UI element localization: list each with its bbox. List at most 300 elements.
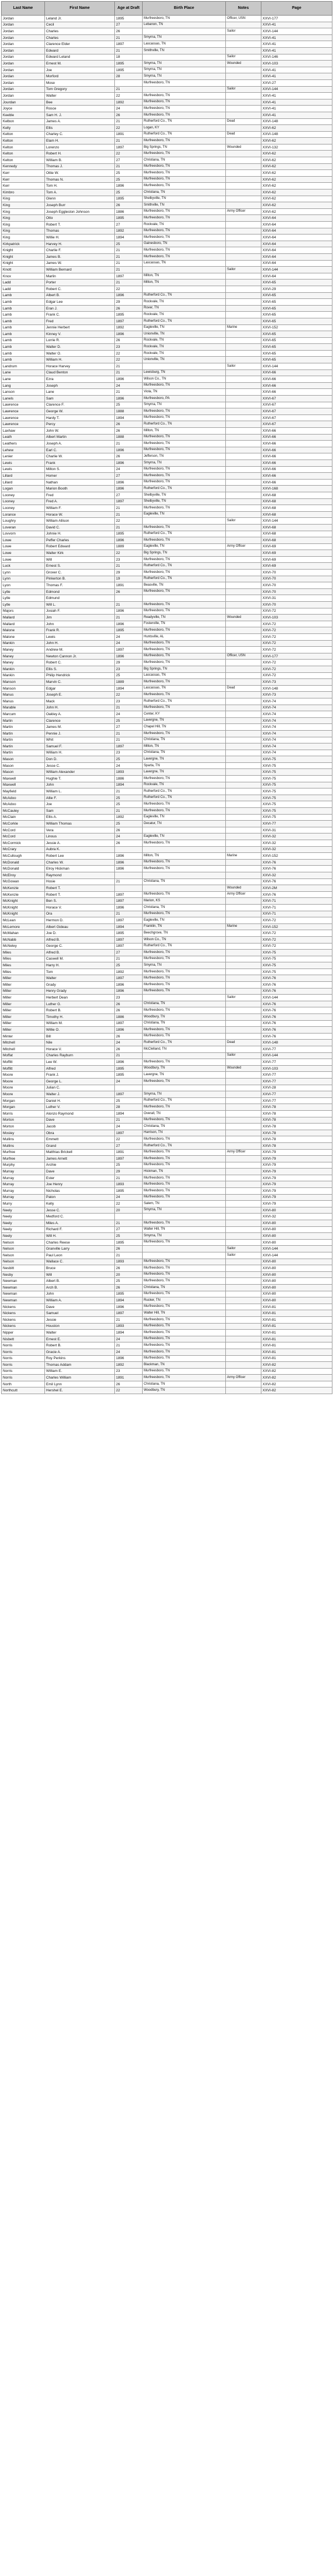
table-row xyxy=(2,582,332,589)
table-row xyxy=(2,1175,332,1181)
notes-cell xyxy=(226,982,261,989)
first-name-cell: William F. xyxy=(45,505,115,512)
last-name-cell: Morton xyxy=(2,1117,45,1124)
notes-cell xyxy=(226,479,261,486)
first-name-cell: Lorenzo xyxy=(45,144,115,151)
birth-place-cell: Sparta, TN xyxy=(143,762,226,769)
table-row xyxy=(2,479,332,486)
table-row xyxy=(2,1304,332,1310)
notes-cell xyxy=(226,1072,261,1079)
first-name-cell: Robert Lee xyxy=(45,853,115,860)
table-row xyxy=(2,1214,332,1220)
birth-place-cell xyxy=(143,1214,226,1220)
first-name-cell: John xyxy=(45,782,115,788)
last-name-cell: Manus xyxy=(2,692,45,698)
age-cell: 1896 xyxy=(115,460,143,466)
table-row xyxy=(2,943,332,950)
age-cell: 1896 xyxy=(115,479,143,486)
table-row xyxy=(2,950,332,956)
first-name-cell: Ester xyxy=(45,1175,115,1181)
table-row xyxy=(2,389,332,396)
notes-cell xyxy=(226,640,261,647)
first-name-cell: Ottie W. xyxy=(45,170,115,177)
table-row xyxy=(2,241,332,247)
notes-cell xyxy=(226,357,261,363)
age-cell: 1896 xyxy=(115,859,143,866)
last-name-cell: Mallard xyxy=(2,621,45,627)
table-row xyxy=(2,840,332,847)
age-cell: 21 xyxy=(115,737,143,743)
table-row xyxy=(2,350,332,357)
birth-place-cell: Murfreesboro, TN xyxy=(143,1033,226,1040)
notes-cell xyxy=(226,898,261,905)
last-name-cell: Lytle xyxy=(2,595,45,602)
page-cell: XXVI-72 xyxy=(261,930,332,937)
page-cell: XXVI-168 xyxy=(261,486,332,492)
table-row xyxy=(2,498,332,505)
first-name-cell: Joseph E. xyxy=(45,692,115,698)
birth-place-cell: Rockvale, TN xyxy=(143,299,226,306)
notes-cell xyxy=(226,1297,261,1304)
age-cell: 26 xyxy=(115,1033,143,1040)
last-name-cell: Kelton xyxy=(2,144,45,151)
first-name-cell: Charles Rayburn xyxy=(45,1052,115,1059)
birth-place-cell: Shelbyville, TN xyxy=(143,196,226,202)
birth-place-cell: Christiana, TN xyxy=(143,737,226,743)
birth-place-cell: Lascassas, TN xyxy=(143,672,226,679)
last-name-cell: McAdoo xyxy=(2,801,45,808)
birth-place-cell: Murfreesboro, TN xyxy=(143,1291,226,1297)
last-name-cell: Jordan xyxy=(2,47,45,54)
birth-place-cell: Murfreesboro, TN xyxy=(143,16,226,22)
notes-cell: Sailor xyxy=(226,28,261,35)
birth-place-cell: Murfreesboro, TN xyxy=(143,382,226,389)
birth-place-cell: Murfreesboro, TN xyxy=(143,79,226,86)
last-name-cell: Newman xyxy=(2,1284,45,1291)
birth-place-cell: Rutherford Co., TN xyxy=(143,421,226,428)
notes-cell xyxy=(226,1136,261,1143)
notes-cell xyxy=(226,1162,261,1169)
last-name-cell: Leathers xyxy=(2,441,45,447)
table-row xyxy=(2,1014,332,1021)
last-name-cell: Marable xyxy=(2,705,45,711)
birth-place-cell: Murfreesboro, TN xyxy=(143,866,226,872)
notes-cell xyxy=(226,1291,261,1297)
notes-cell xyxy=(226,537,261,544)
page-cell: XXVI-68 xyxy=(261,537,332,544)
table-row xyxy=(2,183,332,189)
last-name-cell: Jordan xyxy=(2,16,45,22)
birth-place-cell: Murfreesboro, TN xyxy=(143,1355,226,1362)
first-name-cell: William Bernard xyxy=(45,267,115,273)
birth-place-cell: Murfreesboro, TN xyxy=(143,1375,226,1381)
first-name-cell: Jim xyxy=(45,615,115,621)
age-cell: 20 xyxy=(115,1271,143,1278)
birth-place-cell: Murfreesboro, TN xyxy=(143,1156,226,1162)
page-cell: XXVI-77 xyxy=(261,1072,332,1079)
first-name-cell: Charles xyxy=(45,28,115,35)
first-name-cell: Thomas F. xyxy=(45,582,115,589)
notes-cell xyxy=(226,273,261,279)
page-cell: XXVI-41 xyxy=(261,34,332,41)
page-cell: XXVI-81 xyxy=(261,1336,332,1342)
last-name-cell: Ladd xyxy=(2,279,45,286)
page-cell: XXVI-41 xyxy=(261,73,332,80)
first-name-cell: Robert T. xyxy=(45,891,115,898)
page-cell: XXVI-72 xyxy=(261,943,332,950)
birth-place-cell: Murfreesboro, TN xyxy=(143,608,226,615)
page-cell: XXVI-75 xyxy=(261,756,332,763)
first-name-cell: Lee W. xyxy=(45,1059,115,1066)
page-cell: XXVI-77 xyxy=(261,1097,332,1104)
birth-place-cell: Murfreesboro, TN xyxy=(143,228,226,234)
last-name-cell: Martin xyxy=(2,730,45,737)
notes-cell: Army Officer xyxy=(226,1149,261,1156)
page-cell: XXVI-82 xyxy=(261,1387,332,1394)
last-name-cell: Lang xyxy=(2,382,45,389)
table-row xyxy=(2,602,332,608)
page-cell: XXVI-76 xyxy=(261,866,332,872)
table-row xyxy=(2,911,332,917)
table-row xyxy=(2,556,332,563)
birth-place-cell: Rutherford Co., TN xyxy=(143,1097,226,1104)
table-row xyxy=(2,54,332,61)
first-name-cell: Kinney V. xyxy=(45,331,115,338)
birth-place-cell: Murfreesboro, TN xyxy=(143,183,226,189)
table-row xyxy=(2,196,332,202)
first-name-cell: Tom H. xyxy=(45,183,115,189)
birth-place-cell: Smyrna, TN xyxy=(143,67,226,73)
last-name-cell: McDonald xyxy=(2,859,45,866)
first-name-cell: Albert Martin xyxy=(45,434,115,441)
age-cell: 1896 xyxy=(115,183,143,189)
first-name-cell: Roy Perkins xyxy=(45,1355,115,1362)
page-cell: XXVI-81 xyxy=(261,1355,332,1362)
notes-cell xyxy=(226,202,261,209)
first-name-cell: Alfred B. xyxy=(45,950,115,956)
age-cell: 22 xyxy=(115,1387,143,1394)
age-cell xyxy=(115,1085,143,1091)
table-row xyxy=(2,363,332,370)
birth-place-cell: Murfreesboro, TN xyxy=(143,1149,226,1156)
birth-place-cell: Eagleville, TN xyxy=(143,543,226,550)
table-row xyxy=(2,1362,332,1369)
first-name-cell: Horace W. xyxy=(45,511,115,518)
last-name-cell: Logan xyxy=(2,486,45,492)
age-cell: 1897 xyxy=(115,144,143,151)
first-name-cell: Timothy H. xyxy=(45,1014,115,1021)
first-name-cell: Oakley A. xyxy=(45,711,115,718)
notes-cell xyxy=(226,350,261,357)
notes-cell: Sailor xyxy=(226,518,261,525)
notes-cell xyxy=(226,402,261,408)
age-cell: 1896 xyxy=(115,982,143,989)
table-row xyxy=(2,588,332,595)
age-cell: 21 xyxy=(115,730,143,737)
last-name-cell: Kelbon xyxy=(2,118,45,125)
notes-cell xyxy=(226,1330,261,1336)
notes-cell xyxy=(226,67,261,73)
first-name-cell: Alonzo Raymond xyxy=(45,1110,115,1117)
page-cell: XXVI-65 xyxy=(261,350,332,357)
birth-place-cell: Walter Hill, TN xyxy=(143,1310,226,1317)
notes-cell xyxy=(226,840,261,847)
age-cell: 24 xyxy=(115,1194,143,1201)
last-name-cell: Lenier xyxy=(2,453,45,460)
last-name-cell: McCord xyxy=(2,827,45,833)
last-name-cell: Kelton xyxy=(2,138,45,144)
page-cell: XXVI-76 xyxy=(261,891,332,898)
table-row xyxy=(2,563,332,570)
last-name-cell: Lillard xyxy=(2,473,45,480)
first-name-cell: Jesse C. xyxy=(45,1207,115,1214)
birth-place-cell: Murfreesboro, TN xyxy=(143,234,226,241)
first-name-cell: Frank R. xyxy=(45,627,115,634)
last-name-cell: Nelson xyxy=(2,1239,45,1246)
age-cell: 1897 xyxy=(115,891,143,898)
first-name-cell: Joseph Burr xyxy=(45,202,115,209)
notes-cell xyxy=(226,189,261,196)
page-cell: XXVI-65 xyxy=(261,292,332,299)
header-notes: Notes xyxy=(226,2,261,16)
first-name-cell: Willie H. xyxy=(45,234,115,241)
page-cell: XXVI-76 xyxy=(261,982,332,989)
page-cell: XXVI-177 xyxy=(261,16,332,22)
age-cell: 24 xyxy=(115,466,143,473)
table-row xyxy=(2,923,332,930)
age-cell: 22 xyxy=(115,125,143,132)
birth-place-cell: Murfreesboro, TN xyxy=(143,447,226,453)
birth-place-cell: Murfreesboro, TN xyxy=(143,1323,226,1330)
first-name-cell: Ben S. xyxy=(45,898,115,905)
page-cell: XXVI-71 xyxy=(261,898,332,905)
notes-cell xyxy=(226,1091,261,1098)
first-name-cell: Joseph Eggleston Johnson xyxy=(45,208,115,215)
page-cell: XXVI-144 xyxy=(261,995,332,1001)
last-name-cell: Murphy xyxy=(2,1162,45,1169)
page-cell: XXVI-75 xyxy=(261,788,332,795)
last-name-cell: Lamb xyxy=(2,350,45,357)
first-name-cell: Granville Larry xyxy=(45,1246,115,1252)
page-cell: XXVI-177 xyxy=(261,653,332,660)
age-cell: 25 xyxy=(115,1097,143,1104)
page-cell: XXVI-41 xyxy=(261,47,332,54)
first-name-cell: Sam xyxy=(45,808,115,815)
page-cell: XXVI-79 xyxy=(261,1201,332,1207)
birth-place-cell: Overall, TN xyxy=(143,1110,226,1117)
table-row xyxy=(2,982,332,989)
age-cell: 27 xyxy=(115,1142,143,1149)
table-row xyxy=(2,267,332,273)
last-name-cell: Nelson xyxy=(2,1259,45,1265)
age-cell: 21 xyxy=(115,1316,143,1323)
last-name-cell: Kirkpatrick xyxy=(2,241,45,247)
age-cell: 21 xyxy=(115,1220,143,1227)
notes-cell xyxy=(226,1110,261,1117)
last-name-cell: Newman xyxy=(2,1291,45,1297)
age-cell: 26 xyxy=(115,1246,143,1252)
age-cell: 25 xyxy=(115,402,143,408)
page-cell: XXVI-74 xyxy=(261,730,332,737)
first-name-cell: James M. xyxy=(45,724,115,731)
table-row xyxy=(2,93,332,99)
last-name-cell: Maney xyxy=(2,647,45,653)
notes-cell xyxy=(226,299,261,306)
first-name-cell: Thomas J. xyxy=(45,163,115,170)
birth-place-cell: Harrison, TN xyxy=(143,1130,226,1136)
page-cell: XXVI-74 xyxy=(261,705,332,711)
table-row xyxy=(2,318,332,325)
table-row xyxy=(2,666,332,672)
table-row xyxy=(2,138,332,144)
page-cell: XXVI-72 xyxy=(261,647,332,653)
page-cell: XXVI-71 xyxy=(261,904,332,911)
age-cell: 1892 xyxy=(115,99,143,106)
notes-cell xyxy=(226,878,261,885)
first-name-cell: Cecil xyxy=(45,22,115,28)
notes-cell xyxy=(226,969,261,975)
first-name-cell: Charlie F. xyxy=(45,247,115,254)
last-name-cell: Lewis xyxy=(2,460,45,466)
last-name-cell: Lamb xyxy=(2,337,45,344)
first-name-cell: William H. xyxy=(45,357,115,363)
notes-cell xyxy=(226,556,261,563)
notes-cell xyxy=(226,1214,261,1220)
page-cell: XXVI-64 xyxy=(261,273,332,279)
table-row xyxy=(2,898,332,905)
birth-place-cell: Murfreesboro, TN xyxy=(143,950,226,956)
notes-cell xyxy=(226,595,261,602)
age-cell: 23 xyxy=(115,1368,143,1375)
notes-cell xyxy=(226,634,261,641)
last-name-cell: Marlin xyxy=(2,717,45,724)
page-cell: XXVI-73 xyxy=(261,692,332,698)
table-row xyxy=(2,73,332,80)
age-cell: 1893 xyxy=(115,769,143,776)
table-row xyxy=(2,253,332,260)
notes-cell: Sailor xyxy=(226,86,261,93)
birth-place-cell xyxy=(143,846,226,853)
last-name-cell: Loughry xyxy=(2,518,45,525)
table-row xyxy=(2,1085,332,1091)
first-name-cell: John H. xyxy=(45,640,115,647)
table-row xyxy=(2,402,332,408)
notes-cell xyxy=(226,724,261,731)
notes-cell: Wounded xyxy=(226,615,261,621)
first-name-cell: Willie O. xyxy=(45,1027,115,1034)
last-name-cell: Lane xyxy=(2,370,45,376)
page-cell: XXVI-80 xyxy=(261,1291,332,1297)
age-cell: 26 xyxy=(115,428,143,435)
notes-cell xyxy=(226,292,261,299)
birth-place-cell: Rutherford Co., TN xyxy=(143,563,226,570)
notes-cell xyxy=(226,1387,261,1394)
page-cell: XXVI-28 xyxy=(261,1085,332,1091)
birth-place-cell: Murfreesboro, TN xyxy=(143,1194,226,1201)
first-name-cell: Wallace C. xyxy=(45,1259,115,1265)
notes-cell xyxy=(226,196,261,202)
age-cell: 1897 xyxy=(115,1091,143,1098)
page-cell: XXVI-41 xyxy=(261,67,332,73)
first-name-cell: Philip Hendrick xyxy=(45,672,115,679)
notes-cell xyxy=(226,79,261,86)
page-cell: XXVI-148 xyxy=(261,118,332,125)
table-row xyxy=(2,891,332,898)
last-name-cell: Mankin xyxy=(2,672,45,679)
age-cell: 1897 xyxy=(115,273,143,279)
table-row xyxy=(2,698,332,705)
table-row xyxy=(2,750,332,756)
age-cell: 27 xyxy=(115,950,143,956)
notes-cell xyxy=(226,473,261,480)
age-cell: 26 xyxy=(115,1007,143,1014)
last-name-cell: Norris xyxy=(2,1355,45,1362)
table-row xyxy=(2,1072,332,1079)
birth-place-cell: Hickman, TN xyxy=(143,1169,226,1175)
first-name-cell: Will xyxy=(45,1271,115,1278)
birth-place-cell: Christiana, TN xyxy=(143,1001,226,1007)
age-cell: 22 xyxy=(115,550,143,557)
notes-cell xyxy=(226,176,261,183)
last-name-cell: Jordan xyxy=(2,41,45,48)
age-cell: 21 xyxy=(115,1175,143,1181)
birth-place-cell xyxy=(143,363,226,370)
notes-cell xyxy=(226,1201,261,1207)
table-row xyxy=(2,1040,332,1046)
table-row xyxy=(2,279,332,286)
last-name-cell: Looney xyxy=(2,492,45,498)
birth-place-cell: Lascassas, TN xyxy=(143,685,226,692)
age-cell: 21 xyxy=(115,34,143,41)
last-name-cell: Miller xyxy=(2,988,45,995)
birth-place-cell: Murfreesboro, TN xyxy=(143,969,226,975)
table-row xyxy=(2,1246,332,1252)
birth-place-cell: Murfreesboro, TN xyxy=(143,163,226,170)
birth-place-cell: Readyville, TN xyxy=(143,615,226,621)
page-cell: XXVI-72 xyxy=(261,660,332,666)
birth-place-cell: Murfreesboro, TN xyxy=(143,247,226,254)
age-cell: 21 xyxy=(115,118,143,125)
page-cell: XXVI-80 xyxy=(261,1265,332,1272)
first-name-cell: Charles W. xyxy=(45,859,115,866)
last-name-cell: Neely xyxy=(2,1220,45,1227)
notes-cell xyxy=(226,1368,261,1375)
first-name-cell: Albert B. xyxy=(45,292,115,299)
page-cell: XXVI-76 xyxy=(261,1007,332,1014)
age-cell: 26 xyxy=(115,337,143,344)
age-cell: 1896 xyxy=(115,853,143,860)
notes-cell xyxy=(226,1014,261,1021)
table-row xyxy=(2,1259,332,1265)
birth-place-cell xyxy=(143,595,226,602)
notes-cell xyxy=(226,1033,261,1040)
last-name-cell: Jordan xyxy=(2,54,45,61)
birth-place-cell: Smyrna, TN xyxy=(143,1207,226,1214)
notes-cell xyxy=(226,647,261,653)
table-row xyxy=(2,878,332,885)
table-row xyxy=(2,1091,332,1098)
first-name-cell: Robert B. xyxy=(45,1007,115,1014)
page-cell: XXVI-77 xyxy=(261,1078,332,1085)
last-name-cell: Murry xyxy=(2,1201,45,1207)
page-cell: XXVI-70 xyxy=(261,588,332,595)
table-row xyxy=(2,47,332,54)
age-cell: 29 xyxy=(115,660,143,666)
first-name-cell: James B. xyxy=(45,253,115,260)
table-row xyxy=(2,537,332,544)
first-name-cell: Lorrie R. xyxy=(45,337,115,344)
last-name-cell: Lowe xyxy=(2,556,45,563)
